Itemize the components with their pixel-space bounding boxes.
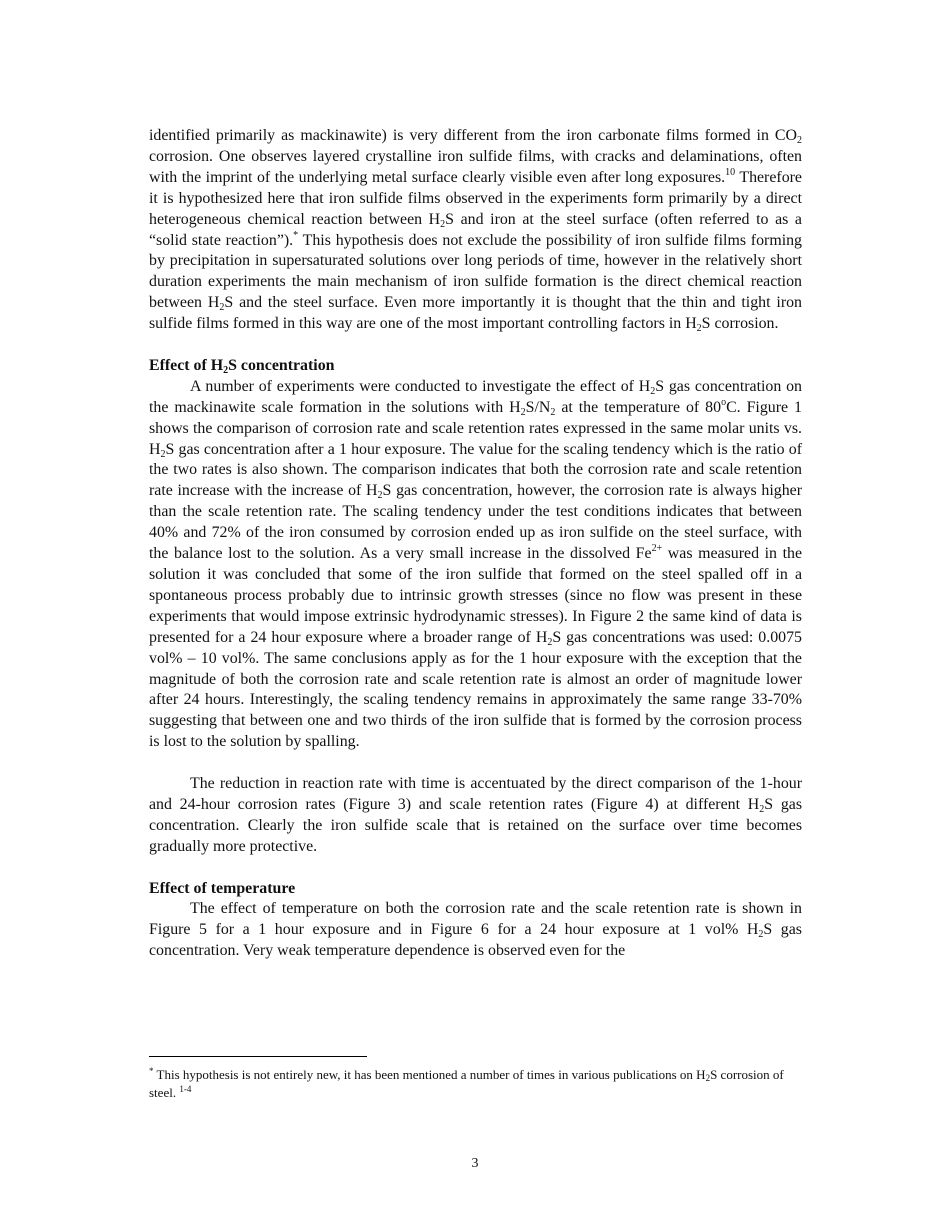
footnote-marker: * (149, 1066, 154, 1076)
paragraph-temperature-effect: The effect of temperature on both the corrosion rate and the scale retention rate is shown in Figure 5 for a 1 hour exposure and in Figure 6 for a 24 hour exposure at 1 vol% $H_2S$ gas concentration. Very weak temperature dependence is observed even for the (149, 900, 802, 960)
paragraph-h2s-effect: A number of experiments were conducted to investigate the effect of $H_2S$ gas concentration on the mackinawite scale formation in the solutions with $H_2S/N_2$ at the temperature of 80$^o$C. Figure 1 shows the comparison of corrosion rate and scale retention rates expressed in the same molar units vs. $H_2S$ gas concentration after a 1 hour exposure. The value for the scaling tendency which is the ratio of the two rates is also shown. The comparison indicates that both the corrosion rate and scale retention rate increase with the increase of $H_2S$ gas concentration, however, the corrosion rate is always higher than the scale retention rate. The scaling tendency under the test conditions indicates that between 40% and 72% of the iron consumed by corrosion ended up as iron sulfide on the steel surface, with the balance lost to the solution. As a very small increase in the dissolved $Fe^{2+}$ was measured in the solution it was concluded that some of the iron sulfide that formed on the steel spalled off in a spontaneous process probably due to intrinsic growth stresses (since no flow was present in these experiments that would impose extrinsic hydrodynamic stresses). In Figure 2 the same kind of data is presented for a 24 hour exposure where a broader range of $H_2S$ gas concentrations was used: 0.0075 vol% – 10 vol%. The same conclusions apply as for the 1 hour exposure with the exception that the magnitude of both the corrosion rate and scale retention rate is almost an order of magnitude lower after 24 hours. Interestingly, the scaling tendency remains in approximately the same range 33-70% suggesting that between one and two thirds of the iron sulfide that is formed by the corrosion process is lost to the solution by spalling. (149, 377, 802, 751)
paragraph-mackinawite-films: identified primarily as mackinawite) is very different from the iron carbonate films formed in $CO_2$ corrosion. One observes layered crystalline iron sulfide films, with cracks and delaminations, often with the imprint of the underlying metal surface clearly visible even after long exposures.$^{10}$ Therefore it is hypothesized here that iron sulfide films observed in the experiments form primarily by a direct heterogeneous chemical reaction between $H_2S$ and iron at the steel surface (often referred to as a “solid state reaction”).* This hypothesis does not exclude the possibility of iron sulfide films forming by precipitation in supersaturated solutions over long periods of time, however in the relatively short duration experiments the main mechanism of iron sulfide formation is the direct chemical reaction between $H_2S$ and the steel surface. Even more importantly it is thought that the thin and tight iron sulfide films formed in this way are one of the most important controlling factors in $H_2S$ corrosion. (149, 127, 803, 335)
citation-ref: 1-4 (179, 1084, 192, 1094)
page-body (149, 126, 802, 962)
paragraph-gap (149, 753, 802, 774)
footnote: * This hypothesis is not entirely new, it has been mentioned a number of times in various publications on $H_2S$ corrosion of steel. $^{1-4}$ (149, 1066, 784, 1100)
citation-ref: 10 (725, 166, 736, 178)
section-heading-temperature: Effect of temperature (149, 879, 296, 897)
footnote-marker: * (293, 229, 299, 241)
paragraph-gap (149, 858, 802, 879)
page-number: 3 (471, 1156, 479, 1171)
paragraph-gap (149, 335, 802, 356)
paragraph-reaction-rate: The reduction in reaction rate with time is accentuated by the direct comparison of the 1-hour and 24-hour corrosion rates (Figure 3) and scale retention rates (Figure 4) at different $H_2S$ gas concentration. Clearly the iron sulfide scale that is retained on the surface over time becomes gradually more protective. (149, 775, 802, 855)
section-heading-h2s-concentration: Effect of $H_2S$ concentration (149, 356, 335, 376)
footnote-divider (149, 1056, 367, 1057)
